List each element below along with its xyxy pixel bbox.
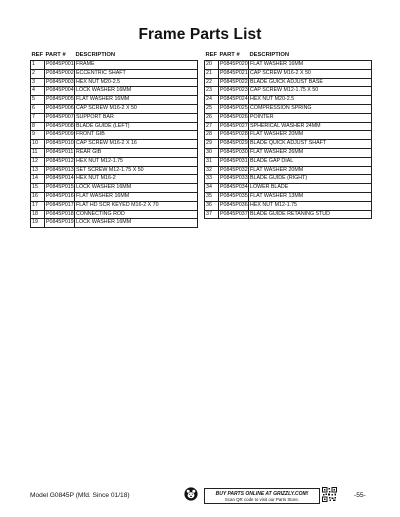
description-cell: HEX NUT M12-1.75 <box>249 201 372 210</box>
description-cell: HEX NUT M16-2 <box>75 175 198 184</box>
part-number-cell: P0845P008 <box>45 122 75 131</box>
table-row <box>205 157 372 166</box>
table-row <box>31 78 198 87</box>
description-cell: FLAT WASHER 16MM <box>249 61 372 70</box>
description-cell: LOCK WASHER 16MM <box>75 87 198 96</box>
description-cell: FRONT GIB <box>75 131 198 140</box>
part-number-cell: P0845P018 <box>45 210 75 219</box>
ref-cell: 19 <box>31 219 45 228</box>
part-number-cell: P0845P031 <box>219 157 249 166</box>
description-cell: BLADE GUIDE RETANING STUD <box>249 210 372 219</box>
description-cell: SET SCREW M12-1.75 X 50 <box>75 166 198 175</box>
ref-cell: 1 <box>31 61 45 70</box>
parts-table-right-body <box>205 61 372 219</box>
description-cell: CAP SCREW M16-2 X 16 <box>75 140 198 149</box>
ref-cell: 31 <box>205 157 219 166</box>
part-number-cell: P0845P022 <box>219 78 249 87</box>
description-cell: REAR GIB <box>75 148 198 157</box>
table-row <box>205 175 372 184</box>
ref-cell: 30 <box>205 148 219 157</box>
table-row <box>205 166 372 175</box>
part-number-cell: P0845P024 <box>219 96 249 105</box>
table-row <box>205 184 372 193</box>
parts-table-left-body <box>31 61 198 228</box>
description-cell: SPHERICAL WASHER 24MM <box>249 122 372 131</box>
ref-cell: 34 <box>205 184 219 193</box>
description-cell: CAP SCREW M16-2 X 50 <box>249 69 372 78</box>
table-row <box>31 192 198 201</box>
ref-cell: 16 <box>31 192 45 201</box>
part-number-cell: P0845P033 <box>219 175 249 184</box>
part-number-cell: P0845P023 <box>219 87 249 96</box>
description-cell: FLAT WASHER 13MM <box>249 192 372 201</box>
table-row <box>31 140 198 149</box>
description-cell: LOWER BLADE <box>249 184 372 193</box>
description-cell: FLAT WASHER 26MM <box>249 148 372 157</box>
part-number-cell: P0845P032 <box>219 166 249 175</box>
table-row <box>205 131 372 140</box>
description-cell: CONNECTING ROD <box>75 210 198 219</box>
parts-table-right <box>204 50 372 219</box>
table-row <box>205 148 372 157</box>
description-cell: FLAT WASHER 20MM <box>249 166 372 175</box>
table-row <box>31 157 198 166</box>
part-number-cell: P0845P016 <box>45 192 75 201</box>
description-cell: BLADE GAP DIAL <box>249 157 372 166</box>
part-number-cell: P0845P027 <box>219 122 249 131</box>
ref-cell: 6 <box>31 104 45 113</box>
ref-cell: 13 <box>31 166 45 175</box>
part-number-cell: P0845P019 <box>45 219 75 228</box>
ref-cell: 35 <box>205 192 219 201</box>
ref-cell: 32 <box>205 166 219 175</box>
part-number-cell: P0845P037 <box>219 210 249 219</box>
ref-cell: 12 <box>31 157 45 166</box>
description-cell: HEX NUT M20-2.5 <box>75 78 198 87</box>
table-row <box>205 201 372 210</box>
table-row <box>31 148 198 157</box>
description-cell: BLADE GUIDE (LEFT) <box>75 122 198 131</box>
ref-cell: 27 <box>205 122 219 131</box>
header-description: DESCRIPTION <box>249 52 290 58</box>
page-title: Frame Parts List <box>138 26 262 43</box>
table-row <box>205 210 372 219</box>
table-row <box>31 184 198 193</box>
table-header-row <box>31 50 198 61</box>
table-row <box>205 104 372 113</box>
table-row <box>31 210 198 219</box>
table-row <box>31 175 198 184</box>
description-cell: LOCK WASHER 16MM <box>75 219 198 228</box>
parts-store-banner[interactable] <box>204 488 320 504</box>
bear-logo-icon <box>184 487 198 501</box>
banner-subtext: Scan QR code to visit our Parts Store. <box>224 496 300 502</box>
part-number-cell: P0845P001 <box>45 61 75 70</box>
description-cell: HEX NUT M20-2.5 <box>249 96 372 105</box>
header-ref: REF <box>31 52 44 58</box>
table-row <box>205 192 372 201</box>
part-number-cell: P0845P017 <box>45 201 75 210</box>
table-row <box>205 69 372 78</box>
ref-cell: 22 <box>205 78 219 87</box>
part-number-cell: P0845P015 <box>45 184 75 193</box>
ref-cell: 9 <box>31 131 45 140</box>
description-cell: FLAT HD SCR KEYED M16-2 X 70 <box>75 201 198 210</box>
header-part-number: PART # <box>219 52 240 58</box>
part-number-cell: P0845P026 <box>219 113 249 122</box>
description-cell: HEX NUT M12-1.75 <box>75 157 198 166</box>
part-number-cell: P0845P013 <box>45 166 75 175</box>
description-cell: FLAT WASHER 20MM <box>249 131 372 140</box>
description-cell: FLAT WASHER 16MM <box>75 96 198 105</box>
description-cell: POINTER <box>249 113 372 122</box>
description-cell: SUPPORT BAR <box>75 113 198 122</box>
ref-cell: 14 <box>31 175 45 184</box>
ref-cell: 20 <box>205 61 219 70</box>
part-number-cell: P0845P002 <box>45 69 75 78</box>
table-row <box>205 78 372 87</box>
part-number-cell: P0845P011 <box>45 148 75 157</box>
part-number-cell: P0845P028 <box>219 131 249 140</box>
table-row <box>205 87 372 96</box>
part-number-cell: P0845P007 <box>45 113 75 122</box>
ref-cell: 28 <box>205 131 219 140</box>
part-number-cell: P0845P020 <box>219 61 249 70</box>
part-number-cell: P0845P005 <box>45 96 75 105</box>
table-header-row <box>205 50 372 61</box>
table-row <box>205 122 372 131</box>
ref-cell: 33 <box>205 175 219 184</box>
ref-cell: 36 <box>205 201 219 210</box>
page-number: -55- <box>354 492 366 499</box>
part-number-cell: P0845P012 <box>45 157 75 166</box>
banner-headline: BUY PARTS ONLINE AT GRIZZLY.COM! <box>215 490 309 497</box>
part-number-cell: P0845P036 <box>219 201 249 210</box>
header-ref: REF <box>205 52 218 58</box>
ref-cell: 3 <box>31 78 45 87</box>
table-row <box>31 69 198 78</box>
ref-cell: 18 <box>31 210 45 219</box>
ref-cell: 17 <box>31 201 45 210</box>
table-row <box>31 219 198 228</box>
ref-cell: 25 <box>205 104 219 113</box>
ref-cell: 7 <box>31 113 45 122</box>
ref-cell: 4 <box>31 87 45 96</box>
header-description: DESCRIPTION <box>75 52 116 58</box>
header-part-number: PART # <box>45 52 66 58</box>
description-cell: ECCENTRIC SHAFT <box>75 69 198 78</box>
qr-code-icon[interactable] <box>322 487 337 502</box>
table-row <box>31 113 198 122</box>
footer-model-text: Model G0845P (Mfd. Since 01/18) <box>30 492 130 499</box>
description-cell: CAP SCREW M16-2 X 50 <box>75 104 198 113</box>
ref-cell: 29 <box>205 140 219 149</box>
ref-cell: 21 <box>205 69 219 78</box>
ref-cell: 10 <box>31 140 45 149</box>
ref-cell: 11 <box>31 148 45 157</box>
description-cell: BLADE QUICK ADJUST SHAFT <box>249 140 372 149</box>
description-cell: BLADE GUIDE (RIGHT) <box>249 175 372 184</box>
part-number-cell: P0845P029 <box>219 140 249 149</box>
table-row <box>31 131 198 140</box>
table-row <box>31 61 198 70</box>
part-number-cell: P0845P021 <box>219 69 249 78</box>
table-row <box>31 201 198 210</box>
table-row <box>31 104 198 113</box>
description-cell: COMPRESSION SPRING <box>249 104 372 113</box>
part-number-cell: P0845P030 <box>219 148 249 157</box>
table-row <box>205 113 372 122</box>
table-row <box>31 87 198 96</box>
table-row <box>31 122 198 131</box>
table-row <box>205 96 372 105</box>
part-number-cell: P0845P014 <box>45 175 75 184</box>
part-number-cell: P0845P003 <box>45 78 75 87</box>
ref-cell: 8 <box>31 122 45 131</box>
ref-cell: 2 <box>31 69 45 78</box>
part-number-cell: P0845P035 <box>219 192 249 201</box>
table-row <box>205 61 372 70</box>
part-number-cell: P0845P009 <box>45 131 75 140</box>
ref-cell: 24 <box>205 96 219 105</box>
description-cell: FRAME <box>75 61 198 70</box>
ref-cell: 37 <box>205 210 219 219</box>
parts-table-left <box>30 50 198 228</box>
ref-cell: 5 <box>31 96 45 105</box>
ref-cell: 23 <box>205 87 219 96</box>
table-row <box>31 166 198 175</box>
ref-cell: 15 <box>31 184 45 193</box>
part-number-cell: P0845P006 <box>45 104 75 113</box>
ref-cell: 26 <box>205 113 219 122</box>
part-number-cell: P0845P004 <box>45 87 75 96</box>
part-number-cell: P0845P025 <box>219 104 249 113</box>
description-cell: BLADE GUICK ADJUST BASE <box>249 78 372 87</box>
description-cell: LOCK WASHER 16MM <box>75 184 198 193</box>
table-row <box>31 96 198 105</box>
description-cell: FLAT WASHER 16MM <box>75 192 198 201</box>
part-number-cell: P0845P034 <box>219 184 249 193</box>
part-number-cell: P0845P010 <box>45 140 75 149</box>
table-row <box>205 140 372 149</box>
description-cell: CAP SCREW M12-1.75 X 50 <box>249 87 372 96</box>
